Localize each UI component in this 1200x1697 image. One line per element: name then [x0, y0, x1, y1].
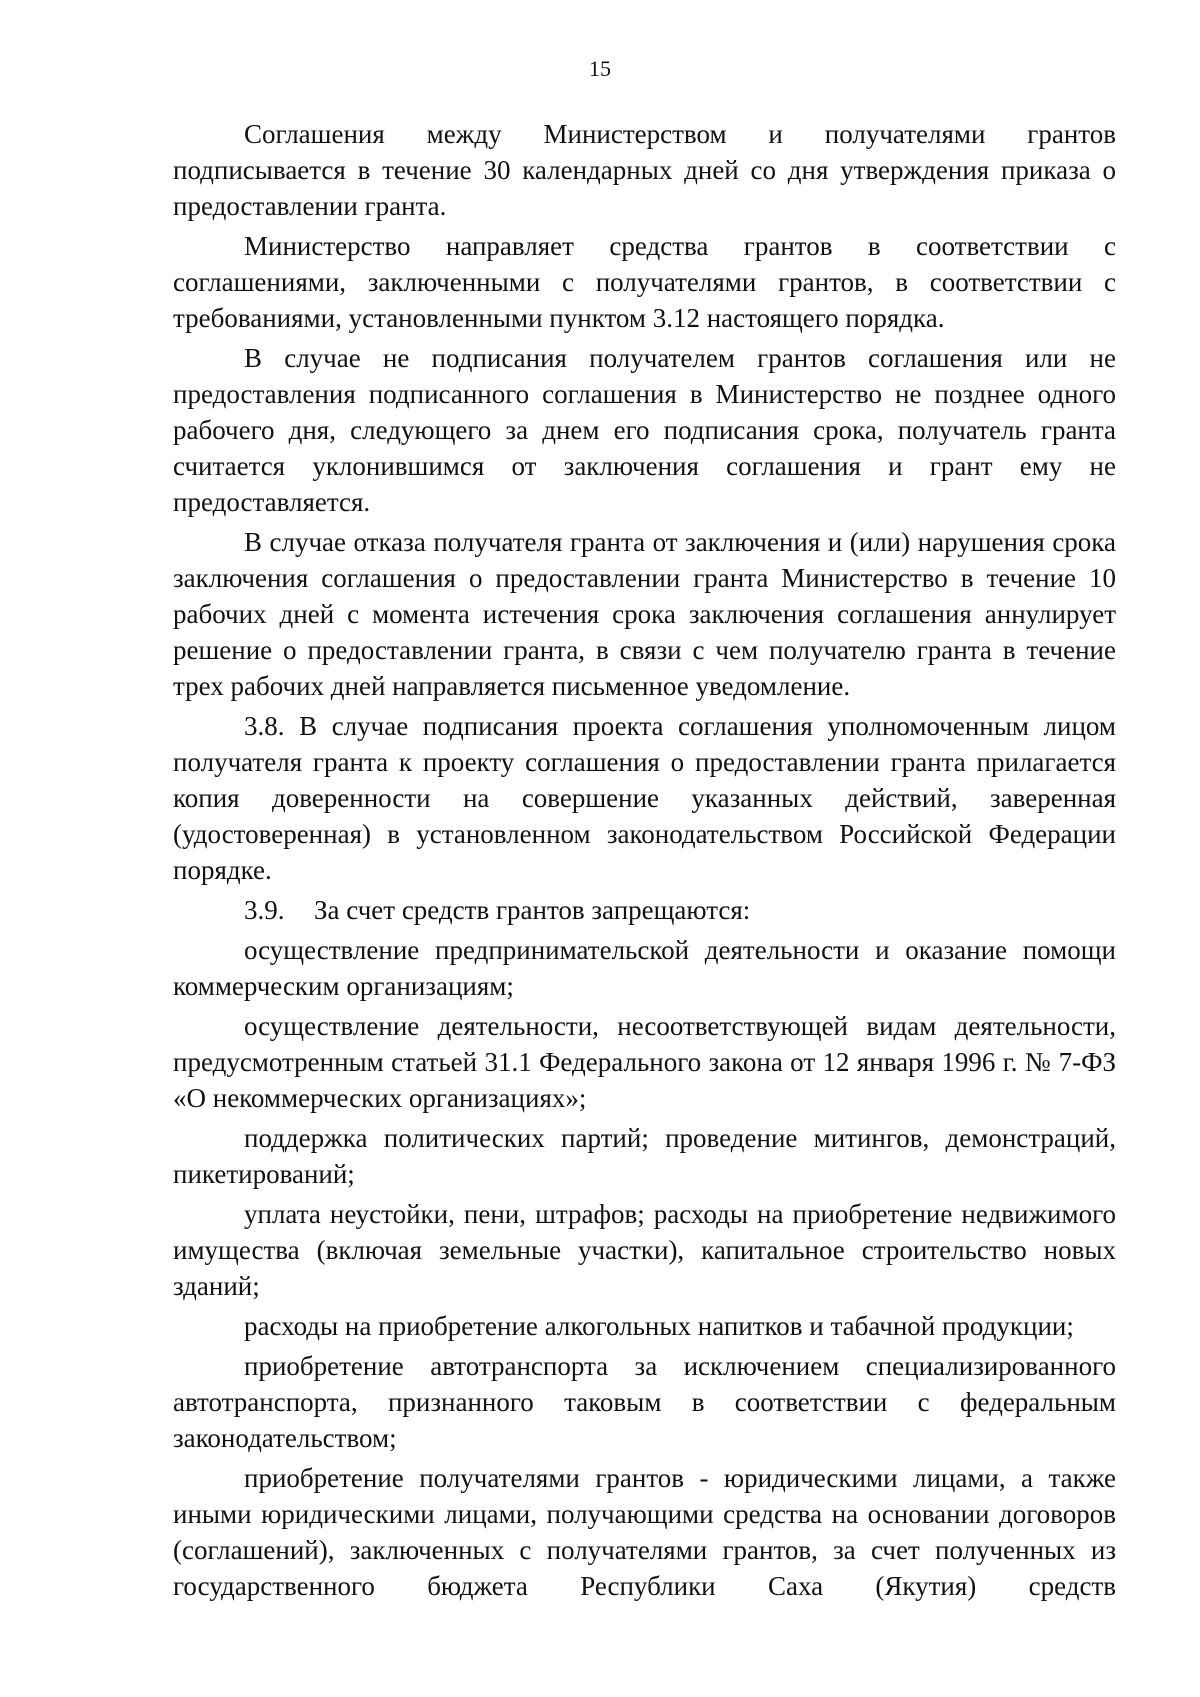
list-item-legal-entities: приобретение получателями грантов - юридическими лицами, а также иными юридическими лицами, получающими средства на основании договоров (соглашений), заключенных с получателями грантов, за счет полученных из государственного бюджета Республики Саха (Якутия) средств: [173, 1463, 1116, 1601]
paragraph-3-9-text: За счет средств грантов запрещаются:: [314, 895, 751, 925]
paragraph-agreement-signing: Соглашения между Министерством и получателями грантов подписывается в течение 30 календарных дней со дня утверждения приказа о предоставлении гранта.: [173, 119, 1116, 221]
paragraph-3-8: 3.8. В случае подписания проекта соглашения уполномоченным лицом получателя гранта к проекту соглашения о предоставлении гранта прилагается копия доверенности на совершение указанных действий, заверенная (удостоверенная) в установленном законодательством Российской Федерации порядке.: [173, 711, 1116, 885]
page-number: 15: [589, 56, 611, 81]
list-item-vehicles: приобретение автотранспорта за исключением специализированного автотранспорта, признанного таковым в соответствии с федеральным законодательством;: [173, 1351, 1116, 1453]
document-body: [173, 116, 1116, 1604]
list-item-penalties-real-estate: уплата неустойки, пени, штрафов; расходы на приобретение недвижимого имущества (включая земельные участки), капитальное строительство новых зданий;: [173, 1199, 1116, 1301]
list-item-alcohol-tobacco: расходы на приобретение алкогольных напитков и табачной продукции;: [244, 1311, 1074, 1341]
paragraph-refusal: В случае отказа получателя гранта от заключения и (или) нарушения срока заключения соглашения о предоставлении гранта Министерство в течение 10 рабочих дней с момента истечения срока заключения соглашения аннулирует решение о предоставлении гранта, в связи с чем получателю гранта в течение трех рабочих дней направляется письменное уведомление.: [173, 527, 1116, 701]
paragraph-not-signed: В случае не подписания получателем грантов соглашения или не предоставления подписанного соглашения в Министерство не позднее одного рабочего дня, следующего за днем его подписания срока, получатель гранта считается уклонившимся от заключения соглашения и грант ему не предоставляется.: [173, 343, 1116, 517]
paragraph-3-9: [173, 892, 1116, 928]
item-number-3-9: 3.9.: [244, 895, 285, 925]
list-item-political-support: поддержка политических партий; проведение митингов, демонстраций, пикетирований;: [173, 1123, 1116, 1189]
paragraph-ministry-funds: Министерство направляет средства грантов в соответствии с соглашениями, заключенными с получателями грантов, в соответствии с требованиями, установленными пунктом 3.12 настоящего порядка.: [173, 231, 1116, 333]
list-item-entrepreneurship: осуществление предпринимательской деятельности и оказание помощи коммерческим организациям;: [173, 935, 1116, 1001]
list-item-nonconforming-activity: осуществление деятельности, несоответствующей видам деятельности, предусмотренным статьей 31.1 Федерального закона от 12 января 1996 г. № 7-ФЗ «О некоммерческих организациях»;: [173, 1011, 1116, 1113]
